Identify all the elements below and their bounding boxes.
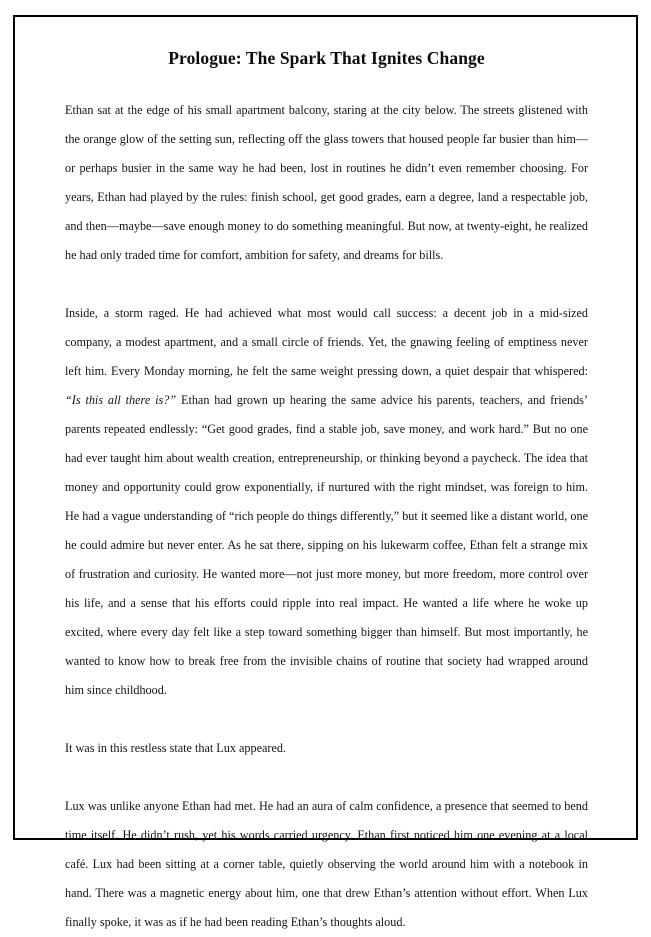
page-title: Prologue: The Spark That Ignites Change [168,48,485,68]
body-paragraph [65,299,588,705]
paragraph-segment-italic: “Is this all there is?” [65,392,177,407]
paragraph-segment: Inside, a storm raged. He had achieved what most would call success: a decent job in a mid-sized company, a modest apartment, and a small circle of friends. Yet, the gnawing feeling of emptiness never left him. Every Monday morning, he felt the same weight pressing down, a quiet despair that whispered: [65,305,588,378]
body-paragraph: It was in this restless state that Lux appeared. [65,740,287,755]
body-paragraph: Ethan sat at the edge of his small apartment balcony, staring at the city below. The streets glistened with the orange glow of the setting sun, reflecting off the glass towers that housed people far busier than him—or perhaps busier in the same way he had been, lost in routines he didn’t even remember choosing. For years, Ethan had played by the rules: finish school, get good grades, earn a degree, land a respectable job, and then—maybe—save enough money to do something meaningful. But now, at twenty-eight, he realized he had only traded time for comfort, ambition for safety, and dreams for bills. [65,102,588,262]
body-paragraph: Lux was unlike anyone Ethan had met. He had an aura of calm confidence, a presence that seemed to bend time itself. He didn’t rush, yet his words carried urgency. Ethan first noticed him one evening at a local café. Lux had been sitting at a corner table, quietly observing the world around him with a notebook in hand. There was a magnetic energy about him, one that drew Ethan’s attention without effort. When Lux finally spoke, it was as if he had been reading Ethan’s thoughts aloud. [65,798,588,929]
page-content-area [65,47,588,937]
paragraph-segment: Ethan had grown up hearing the same advice his parents, teachers, and friends’ parents repeated endlessly: “Get good grades, find a stable job, save money, and work hard.” But no one had ever taught him about wealth creation, entrepreneurship, or thinking beyond a paycheck. The idea that money and opportunity could grow exponentially, if nurtured with the right mindset, was foreign to him. He had a vague understanding of “rich people do things differently,” but it seemed like a distant world, one he could admire but never enter. As he sat there, sipping on his lukewarm coffee, Ethan felt a strange mix of frustration and curiosity. He wanted more—not just more money, but more freedom, more control over his life, and a sense that his efforts could ripple into real impact. He wanted a life where he woke up excited, where every day felt like a step toward something bigger than himself. But most importantly, he wanted to know how to break free from the invisible chains of routine that society had wrapped around him since childhood. [65,392,588,697]
document-page [13,15,638,929]
